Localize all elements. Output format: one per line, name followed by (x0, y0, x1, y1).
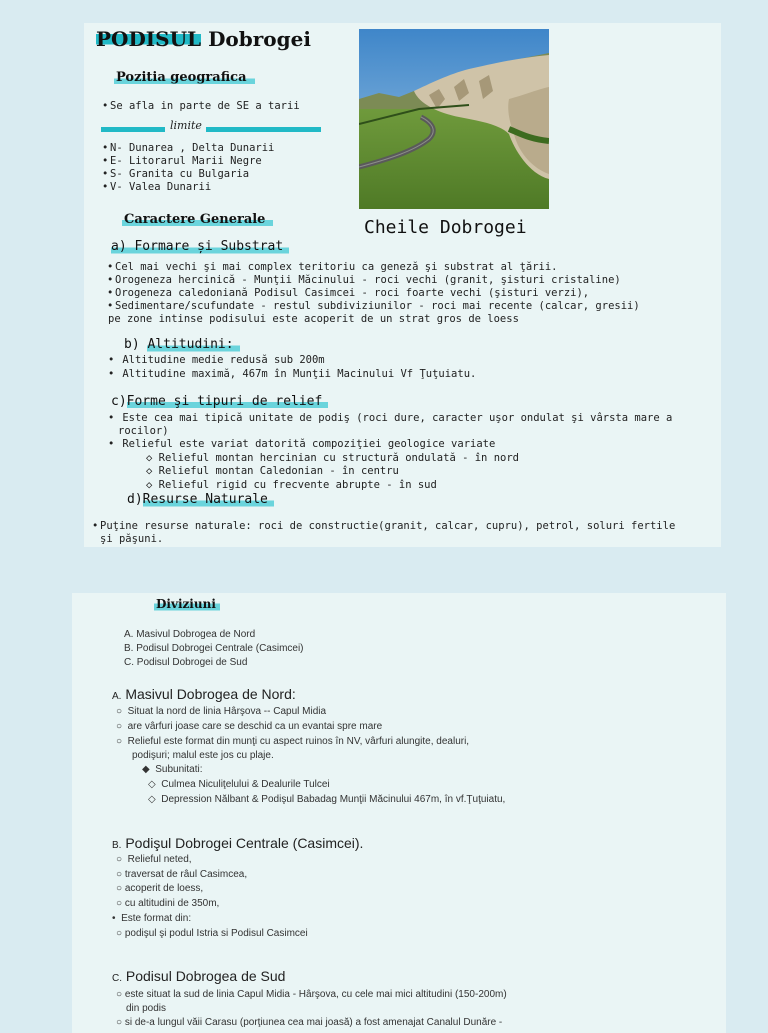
limit-item: • S- Granita cu Bulgaria (102, 168, 250, 180)
section-a-item: • Sedimentare/scufundate - restul subdiviziunilor - roci mai recente (calcar, gresii) (107, 300, 640, 312)
title-rest: Dobrogei (208, 27, 311, 51)
division-list-item: C. Podisul Dobrogei de Sud (124, 657, 248, 668)
section-d-item: • Puţine resurse naturale: roci de constructie(granit, calcar, cupru), petrol, soluri fertile (92, 520, 676, 532)
division-list-item: A. Masivul Dobrogea de Nord (124, 629, 256, 640)
section-c-item: • Este cea mai tipică unitate de podiş (roci dure, caracter uşor ondulat şi vârsta mare a (108, 412, 673, 424)
document-page-2 (72, 593, 726, 1033)
limit-item: • N- Dunarea , Delta Dunarii (102, 142, 275, 154)
section-b-heading: b) Altitudini: (124, 337, 240, 352)
section-c-subitem: ◇ Relieful montan hercinian cu structură ondulată - în nord (146, 452, 519, 464)
section-b-item: ○ acoperit de loess, (116, 883, 204, 894)
section-c-item: ○ este situat la sud de linia Capul Midia - Hârşova, cu cele mai mici altitudini (150-200m) (116, 989, 507, 1000)
section-c-extra: din podis (126, 1003, 167, 1014)
section-b-item: • Altitudine maximă, 467m în Munţii Macinului Vf Ţuţuiatu. (108, 368, 477, 380)
section-d-item-cont: şi păşuni. (100, 533, 164, 545)
section-c-item: ○ si de-a lungul văii Carasu (porţiunea cea mai joasă) a fost amenajat Canalul Dunăre - (116, 1017, 503, 1028)
section-b-item: ○ Relieful neted, (116, 854, 192, 865)
section-a-item: • Cel mai vechi şi mai complex teritoriu ca geneză şi substrat al ţării. (107, 261, 558, 273)
section-a-heading: a) Formare și Substrat (111, 239, 289, 254)
page-title (96, 27, 311, 51)
section-d-heading: d)Resurse Naturale (127, 492, 274, 507)
section-a-extra: podişuri; malul este jos cu plaje. (132, 750, 274, 761)
heading-caractere: Caractere Generale (122, 212, 273, 227)
section-c-subitem: ◇ Relieful montan Caledonian - în centru (146, 465, 399, 477)
section-c-subitem: ◇ Relieful rigid cu frecvente abrupte - în sud (146, 479, 437, 491)
section-b-format: • Este format din: (112, 913, 192, 924)
section-b-item: ○ cu altitudini de 350m, (116, 898, 220, 909)
diviziuni-heading: Diviziuni (154, 597, 220, 611)
limite-label: limite (170, 119, 202, 132)
document-page-1 (84, 23, 721, 547)
limit-item: • E- Litorarul Marii Negre (102, 155, 262, 167)
section-c-item: • Relieful este variat datorită compoziţiei geologice variate (108, 438, 496, 450)
limite-line-left (101, 127, 165, 132)
section-a-title: A. Masivul Dobrogea de Nord: (112, 686, 296, 702)
section-b-title: B. Podişul Dobrogei Centrale (Casimcei). (112, 835, 364, 851)
section-a-item: • Orogeneza caledoniană Podisul Casimcei - roci foarte vechi (şisturi verzi), (107, 287, 590, 299)
photo-caption: Cheile Dobrogei (364, 217, 527, 238)
section-b-item: • Altitudine medie redusă sub 200m (108, 354, 325, 366)
subunits-label: ◆ Subunitati: (142, 764, 203, 775)
section-a-item: ○ Relieful este format din munţi cu aspect ruinos în NV, vârfuri alungite, dealuri, (116, 736, 470, 747)
subunit-item: ◇ Depression Nălbant & Podişul Babadag Munţii Măcinului 467m, în vf.Ţuţuiatu, (148, 794, 506, 805)
section-c-title: C. Podisul Dobrogea de Sud (112, 968, 286, 984)
section-a-item: ○ are vârfuri joase care se deschid ca un evantai spre mare (116, 721, 383, 732)
section-a-item: • Orogeneza hercinică - Munţii Măcinului - roci vechi (granit, şisturi cristaline) (107, 274, 621, 286)
location-text: • Se afla in parte de SE a tarii (102, 100, 300, 112)
section-b-item: ○ traversat de râul Casimcea, (116, 869, 248, 880)
section-a-item: ○ Situat la nord de linia Hârşova -- Capul Midia (116, 706, 327, 717)
section-c-heading: c)Forme şi tipuri de relief (111, 394, 328, 409)
division-list-item: B. Podisul Dobrogei Centrale (Casimcei) (124, 643, 304, 654)
section-c-item-cont: rocilor) (118, 425, 169, 437)
section-b-format-item: ○ podişul şi podul Istria si Podisul Casimcei (116, 928, 308, 939)
cheile-dobrogei-photo (359, 29, 549, 209)
heading-pozitia: Pozitia geografica (114, 70, 255, 85)
title-highlight: PODISUL (96, 27, 202, 51)
limit-item: • V- Valea Dunarii (102, 181, 212, 193)
section-a-extra: pe zone intinse podisului este acoperit de un strat gros de loess (108, 313, 519, 325)
limite-line-right (206, 127, 321, 132)
subunit-item: ◇ Culmea Niculiţelului & Dealurile Tulcei (148, 779, 330, 790)
